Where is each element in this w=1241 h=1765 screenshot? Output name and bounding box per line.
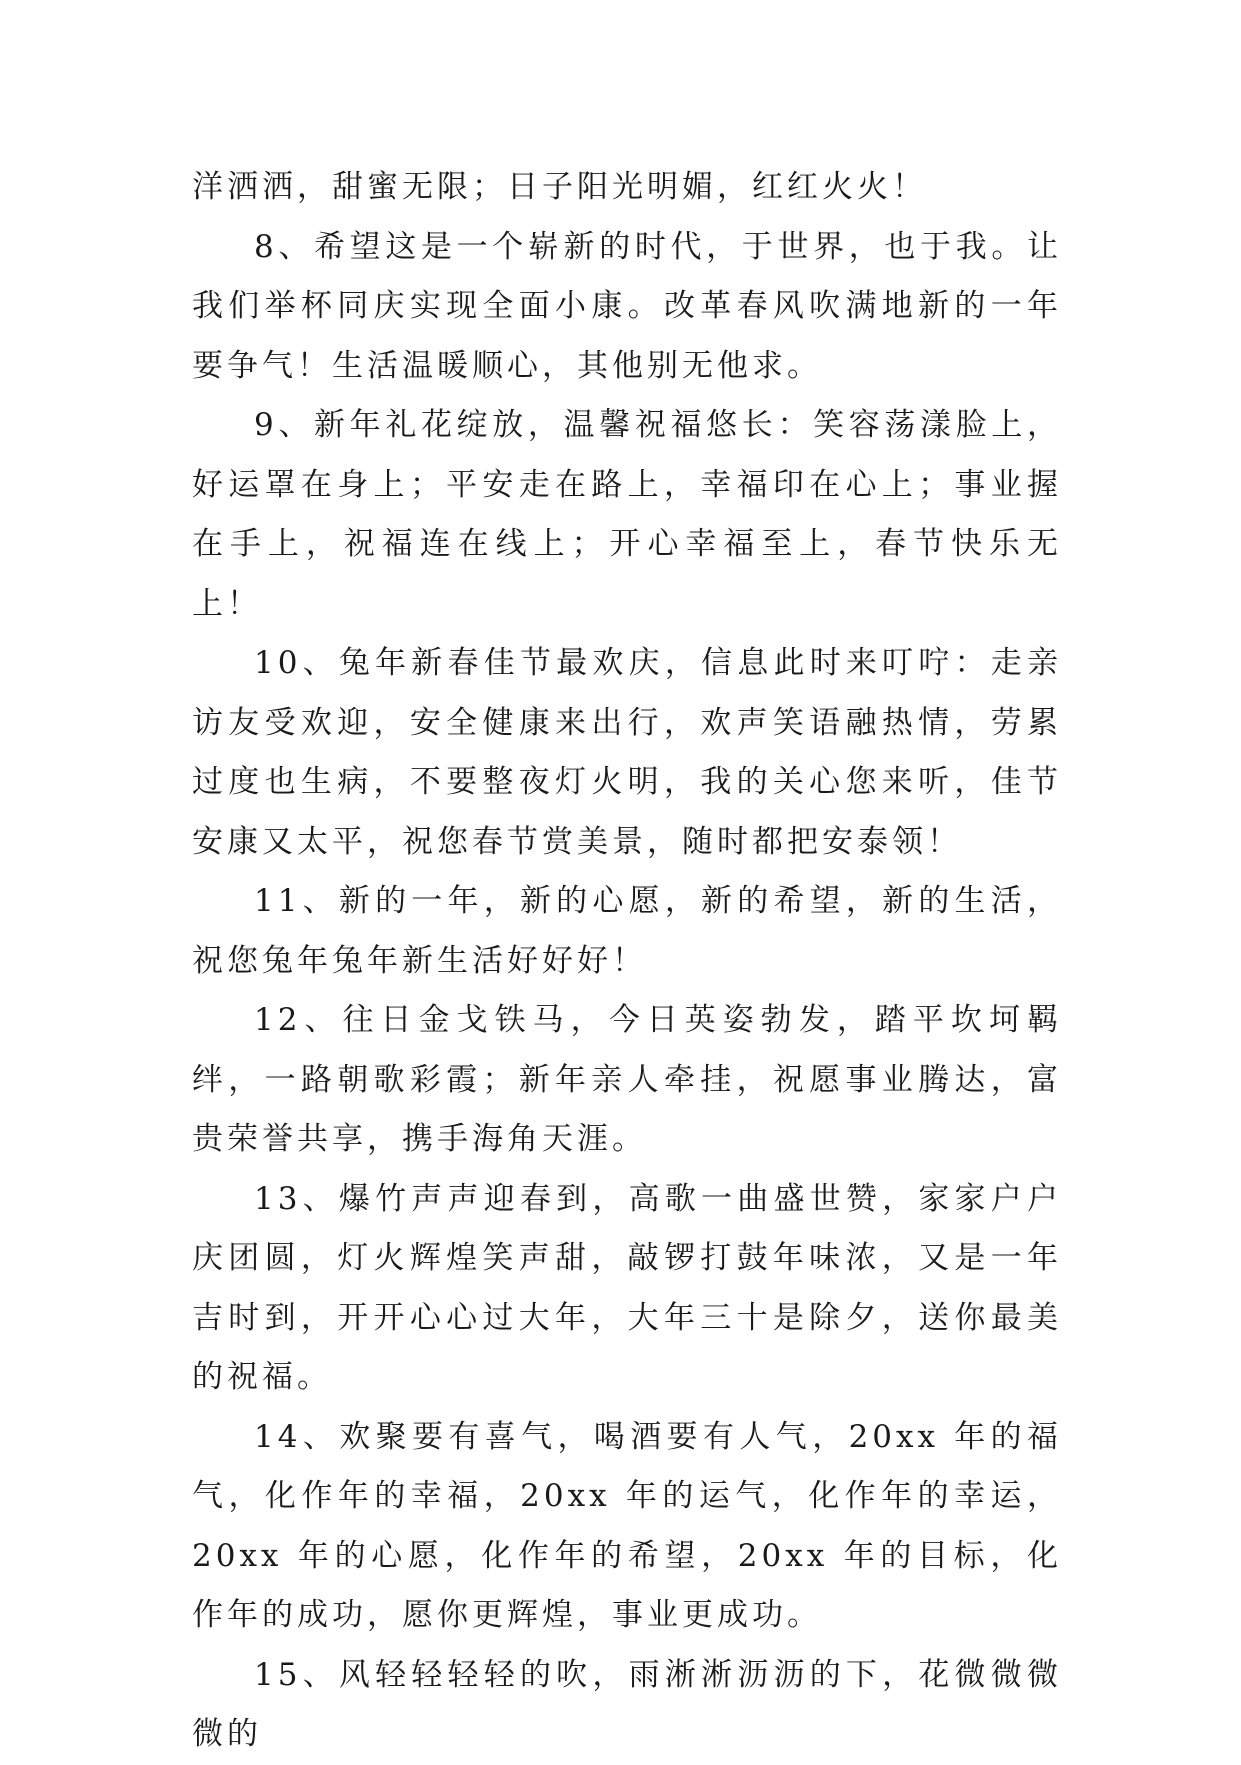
paragraph-12: 12、往日金戈铁马，今日英姿勃发，踏平坎坷羁绊，一路朝歌彩霞；新年亲人牵挂，祝愿事业腾达，富贵荣誉共享，携手海角天涯。: [192, 1002, 1062, 1157]
paragraph-9: 9、新年礼花绽放，温馨祝福悠长：笑容荡漾脸上，好运罩在身上；平安走在路上，幸福印在心上；事业握在手上，祝福连在线上；开心幸福至上，春节快乐无上！: [192, 407, 1062, 622]
paragraph-13: 13、爆竹声声迎春到，高歌一曲盛世赞，家家户户庆团圆，灯火辉煌笑声甜，敲锣打鼓年味浓，又是一年吉时到，开开心心过大年，大年三十是除夕，送你最美的祝福。: [192, 1180, 1062, 1395]
paragraph-11: 11、新的一年，新的心愿，新的希望，新的生活，祝您兔年兔年新生活好好好！: [192, 883, 1062, 979]
paragraph-continued: 洋洒洒，甜蜜无限；日子阳光明媚，红红火火！: [192, 169, 927, 205]
paragraph-10: 10、兔年新春佳节最欢庆，信息此时来叮咛：走亲访友受欢迎，安全健康来出行，欢声笑语融热情，劳累过度也生病，不要整夜灯火明，我的关心您来听，佳节安康又太平，祝您春节赏美景，随时都把安泰领！: [192, 645, 1062, 860]
paragraph-8: 8、希望这是一个崭新的时代，于世界，也于我。让我们举杯同庆实现全面小康。改革春风吹满地新的一年要争气！生活温暖顺心，其他别无他求。: [192, 228, 1062, 384]
paragraph-14: 14、欢聚要有喜气，喝酒要有人气，20xx 年的福气，化作年的幸福，20xx 年的运气，化作年的幸运，20xx 年的心愿，化作年的希望，20xx 年的目标，化作年的成功，愿你更辉煌，事业更成功。: [192, 1418, 1062, 1633]
paragraph-15: 15、风轻轻轻轻的吹，雨淅淅沥沥的下，花微微微微的: [192, 1656, 1062, 1752]
body-text: [192, 158, 1062, 1765]
